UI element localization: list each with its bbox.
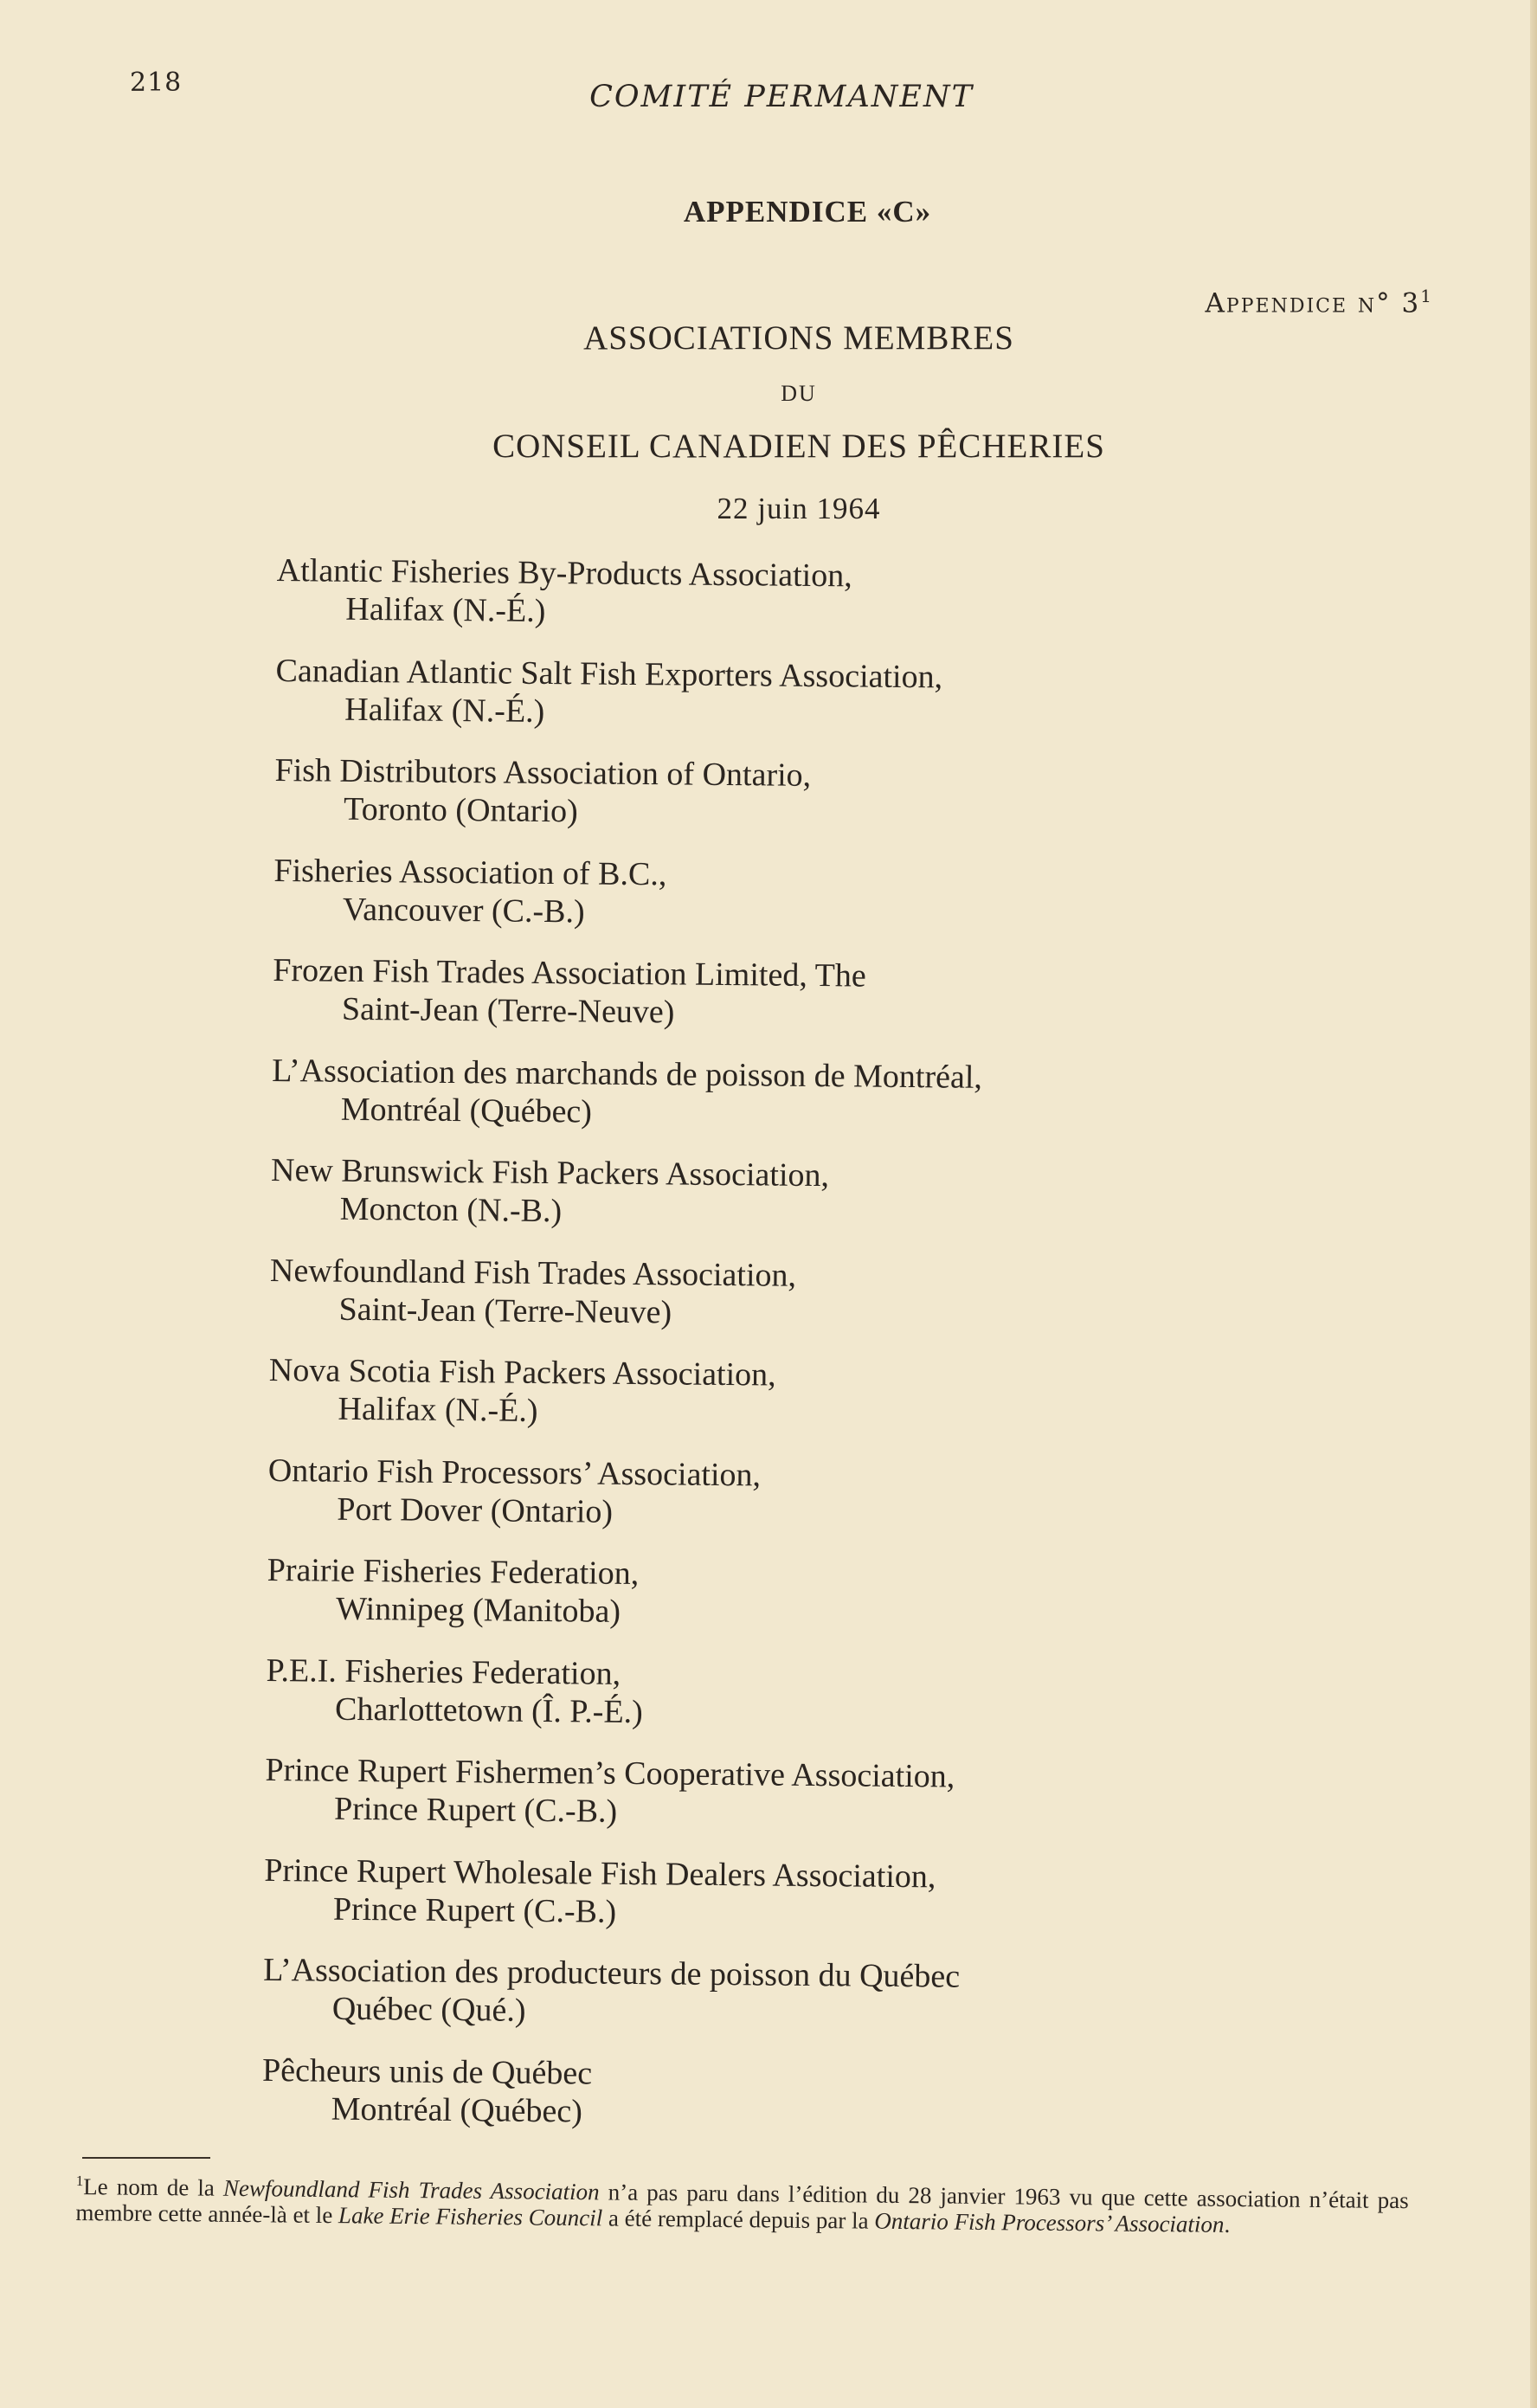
list-item: [270, 1151, 1240, 1260]
member-city: Winnipeg (Manitoba): [336, 1590, 621, 1630]
member-city: Vancouver (C.-B.): [342, 891, 585, 930]
member-name: Fisheries Association of B.C.,: [273, 852, 667, 892]
member-city: Halifax (N.-É.): [344, 691, 545, 730]
member-name: Atlantic Fisheries By-Products Association,: [276, 551, 852, 595]
member-name: Fish Distributors Association of Ontario,: [274, 751, 812, 794]
member-name: New Brunswick Fish Packers Association,: [270, 1151, 830, 1194]
member-city: Toronto (Ontario): [343, 790, 579, 830]
list-item: [274, 751, 1244, 860]
member-city: Prince Rupert (C.-B.): [333, 1790, 618, 1830]
heading-date: 22 juin 1964: [717, 492, 881, 525]
member-name: Nova Scotia Fish Packers Association,: [268, 1351, 776, 1394]
member-city: Charlottetown (Î. P.-É.): [334, 1690, 644, 1730]
footnote-text: a été remplacé depuis par la: [602, 2205, 875, 2234]
list-item: [268, 1351, 1238, 1460]
appendix-title: APPENDICE «C»: [683, 195, 932, 229]
list-item: [263, 1851, 1233, 1960]
list-item: [262, 1951, 1232, 2060]
member-name: L’Association des producteurs de poisson du Québec: [263, 1951, 961, 1995]
member-name: Newfoundland Fish Trades Association,: [269, 1252, 797, 1294]
list-item: [271, 1051, 1241, 1160]
member-list: [261, 551, 1246, 2160]
footnote-italic: Newfoundland Fish Trades Association: [222, 2174, 600, 2205]
member-name: Canadian Atlantic Salt Fish Exporters Association,: [275, 652, 943, 695]
page-number: 218: [130, 68, 183, 98]
member-city: Montréal (Québec): [331, 2090, 583, 2129]
member-city: Montréal (Québec): [340, 1091, 593, 1130]
list-item: [261, 2051, 1232, 2160]
member-name: P.E.I. Fisheries Federation,: [266, 1651, 621, 1692]
member-name: Prince Rupert Fishermen’s Cooperative Association,: [265, 1751, 955, 1795]
list-item: [275, 651, 1245, 760]
footnote-text: n’a pas paru dans l’édition du 28 janvier 1963 vu que cette association n’était pas membre cette année-là et le: [75, 2179, 1409, 2229]
footnote-text: Le nom de la: [83, 2173, 224, 2201]
list-item: [272, 951, 1242, 1060]
list-item: [276, 551, 1246, 660]
member-city: Halifax (N.-É.): [338, 1390, 538, 1429]
footnote-reference: 1: [1420, 286, 1433, 306]
member-name: Ontario Fish Processors’ Association,: [267, 1452, 762, 1493]
member-name: Frozen Fish Trades Association Limited, The: [273, 951, 866, 995]
footnote-italic: Ontario Fish Processors’ Association: [874, 2207, 1225, 2237]
list-item: [265, 1751, 1235, 1860]
member-city: Québec (Qué.): [331, 1990, 526, 2029]
footnote-divider: [82, 2157, 210, 2159]
heading-line-3: CONSEIL CANADIEN DES PÊCHERIES: [492, 428, 1105, 465]
page-edge: [1530, 0, 1537, 2408]
appendix-number: [1206, 286, 1433, 319]
list-item: [273, 851, 1244, 960]
member-name: L’Association des marchands de poisson de Montréal,: [272, 1052, 983, 1096]
footnote-italic: Lake Erie Fisheries Council: [338, 2202, 603, 2231]
list-item: [266, 1651, 1236, 1760]
footnote: [75, 2168, 1409, 2239]
member-city: Saint-Jean (Terre-Neuve): [341, 990, 675, 1031]
appendix-number-label: Appendice n° 3: [1205, 287, 1421, 319]
member-city: Saint-Jean (Terre-Neuve): [338, 1291, 672, 1330]
member-city: Halifax (N.-É.): [345, 590, 546, 629]
footnote-text: .: [1224, 2211, 1231, 2237]
heading-line-2: DU: [781, 381, 817, 406]
running-head: COMITÉ PERMANENT: [589, 80, 974, 114]
list-item: [267, 1451, 1238, 1560]
member-city: Moncton (N.-B.): [339, 1190, 563, 1230]
heading-line-1: ASSOCIATIONS MEMBRES: [583, 319, 1014, 357]
member-city: Prince Rupert (C.-B.): [332, 1890, 617, 1930]
footnote-marker: 1: [75, 2172, 84, 2190]
list-item: [269, 1251, 1239, 1360]
member-name: Prairie Fisheries Federation,: [267, 1551, 640, 1593]
member-city: Port Dover (Ontario): [337, 1491, 614, 1530]
member-name: Pêcheurs unis de Québec: [261, 2051, 593, 2092]
member-name: Prince Rupert Wholesale Fish Dealers Association,: [264, 1851, 936, 1895]
list-item: [267, 1551, 1237, 1660]
